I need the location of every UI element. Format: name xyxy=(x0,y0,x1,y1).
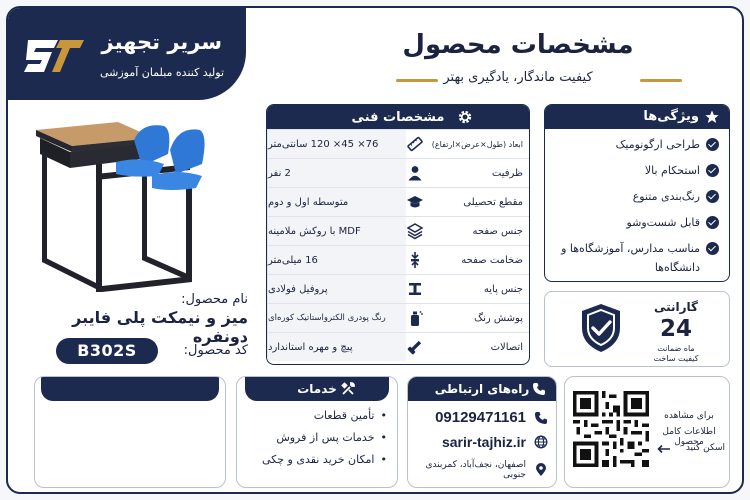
spec-value: MDF با روکش ملامینه xyxy=(267,217,406,245)
blank-card-header xyxy=(41,377,219,401)
warranty-line1: ماه ضمانت xyxy=(657,344,695,353)
list-item xyxy=(551,213,719,232)
spec-label-cell xyxy=(406,333,529,361)
gear-icon xyxy=(457,109,473,125)
tech-specs-title: مشخصات فنی xyxy=(351,109,445,125)
tools-icon xyxy=(341,382,355,396)
contact-address-row xyxy=(408,460,556,480)
spec-label: جنس پایه xyxy=(483,283,523,295)
feature-text: رنگ‌بندی متنوع xyxy=(632,190,700,203)
brand-logo-block xyxy=(8,8,246,100)
check-icon xyxy=(706,242,719,255)
services-title: خدمات xyxy=(297,382,337,396)
list-item: • تأمین قطعات xyxy=(241,409,387,422)
globe-icon xyxy=(534,435,548,449)
graduation-cap-icon xyxy=(406,193,424,211)
spec-value: 16 میلی‌متر xyxy=(267,246,406,274)
tech-specs-table xyxy=(266,104,530,365)
contact-header xyxy=(408,377,556,401)
table-row xyxy=(267,158,529,187)
qr-text-line2: اطلاعات کامل محصول xyxy=(662,427,716,447)
spec-label: جنس صفحه xyxy=(472,225,523,237)
table-row xyxy=(267,303,529,332)
spec-sheet xyxy=(6,6,744,494)
check-icon xyxy=(706,190,719,203)
feature-text: مناسب مدارس، آموزشگاه‌ها و دانشگاه‌ها xyxy=(561,242,700,274)
spec-label: ابعاد (طول×عرض×ارتفاع) xyxy=(431,139,523,149)
table-row xyxy=(267,245,529,274)
product-code: B302S xyxy=(56,338,158,364)
contact-phone-row xyxy=(408,409,556,426)
contact-card xyxy=(407,376,557,488)
i-beam-icon xyxy=(406,280,424,298)
arrow-left-icon xyxy=(657,444,671,454)
table-row xyxy=(267,187,529,216)
check-icon xyxy=(706,138,719,151)
table-row xyxy=(267,129,529,158)
spec-label-cell xyxy=(406,246,529,274)
gold-divider-right xyxy=(640,79,682,82)
spec-value: پیچ و مهره استاندارد xyxy=(267,333,406,361)
phone-icon xyxy=(532,382,546,396)
spec-label-cell xyxy=(406,217,529,245)
spec-label: مقطع تحصیلی xyxy=(463,196,523,208)
table-row xyxy=(267,216,529,245)
feature-text: قابل شست‌وشو xyxy=(626,216,700,229)
services-header xyxy=(245,377,389,401)
product-name: میز و نیمکت پلی فایبر دونفره xyxy=(72,308,248,346)
list-item xyxy=(551,135,719,154)
services-list xyxy=(237,401,397,466)
warranty-line2: کیفیت ساخت xyxy=(653,354,699,363)
thickness-icon xyxy=(406,251,424,269)
qr-code-icon[interactable] xyxy=(573,391,649,467)
spec-label: ظرفیت xyxy=(491,167,523,179)
feature-text: طراحی ارگونومیک xyxy=(615,138,700,151)
person-icon xyxy=(406,164,424,182)
services-card xyxy=(236,376,398,488)
warranty-months: 24 xyxy=(659,316,692,342)
spec-label-cell xyxy=(406,275,529,303)
tech-specs-header xyxy=(267,105,529,129)
page-title: مشخصات محصول xyxy=(402,30,634,60)
spec-label: ضخامت صفحه xyxy=(461,254,523,266)
spec-label-cell xyxy=(406,159,529,187)
spec-label-cell xyxy=(406,304,529,332)
website-link[interactable]: sarir-tajhiz.ir xyxy=(441,434,526,450)
product-code-label: کد محصول: xyxy=(183,343,248,358)
list-item: • امکان خرید نقدی و چکی xyxy=(241,453,387,466)
address-text: اصفهان، نجف‌آباد، کمربندی جنوبی xyxy=(425,460,526,480)
spec-label-cell xyxy=(406,130,529,158)
features-header xyxy=(545,105,729,129)
spec-label: اتصالات xyxy=(490,341,523,353)
ruler-icon xyxy=(406,135,424,153)
contact-website-row xyxy=(408,434,556,450)
spec-value: رنگ پودری الکترواستاتیک کوره‌ای xyxy=(267,304,406,332)
warranty-panel xyxy=(544,291,730,367)
spec-value: پروفیل فولادی xyxy=(267,275,406,303)
list-item xyxy=(551,161,719,180)
table-row xyxy=(267,332,529,361)
spec-value: 76× 45× 120 سانتی‌متر xyxy=(267,130,406,158)
phone-icon xyxy=(534,411,548,425)
location-pin-icon xyxy=(534,463,548,477)
shield-check-icon xyxy=(579,302,623,354)
table-row xyxy=(267,274,529,303)
features-title: ویژگی‌ها xyxy=(643,109,699,124)
layers-icon xyxy=(406,222,424,240)
check-icon xyxy=(706,164,719,177)
star-icon xyxy=(705,110,719,124)
features-panel xyxy=(544,104,730,282)
list-item xyxy=(551,187,719,206)
blank-card xyxy=(34,376,226,488)
contact-title: راه‌های ارتباطی xyxy=(434,382,530,396)
list-item: • خدمات پس از فروش xyxy=(241,431,387,444)
product-image xyxy=(30,116,210,296)
spec-label-cell xyxy=(406,188,529,216)
spec-value: 2 نفر xyxy=(267,159,406,187)
phone-number[interactable]: 09129471161 xyxy=(435,409,526,426)
brand-tagline: تولید کننده مبلمان آموزشی xyxy=(99,66,224,79)
spec-value: متوسطه اول و دوم xyxy=(267,188,406,216)
page-subtitle: کیفیت ماندگار، یادگیری بهتر xyxy=(443,70,593,85)
product-name-label: نام محصول: xyxy=(181,292,248,307)
qr-card xyxy=(564,376,730,488)
list-item xyxy=(551,239,719,277)
brand-logo-icon xyxy=(24,34,86,78)
check-icon xyxy=(706,216,719,229)
spray-can-icon xyxy=(406,309,424,327)
bolt-icon xyxy=(406,338,424,356)
warranty-title: گارانتی xyxy=(653,300,699,314)
qr-text-line3: اسکن کنید xyxy=(685,443,725,453)
feature-text: استحکام بالا xyxy=(644,164,700,177)
qr-text-line1: برای مشاهده xyxy=(664,411,714,421)
features-list xyxy=(545,129,729,277)
spec-label: پوشش رنگ xyxy=(474,312,523,324)
brand-name: سریر تجهیز xyxy=(101,30,222,54)
